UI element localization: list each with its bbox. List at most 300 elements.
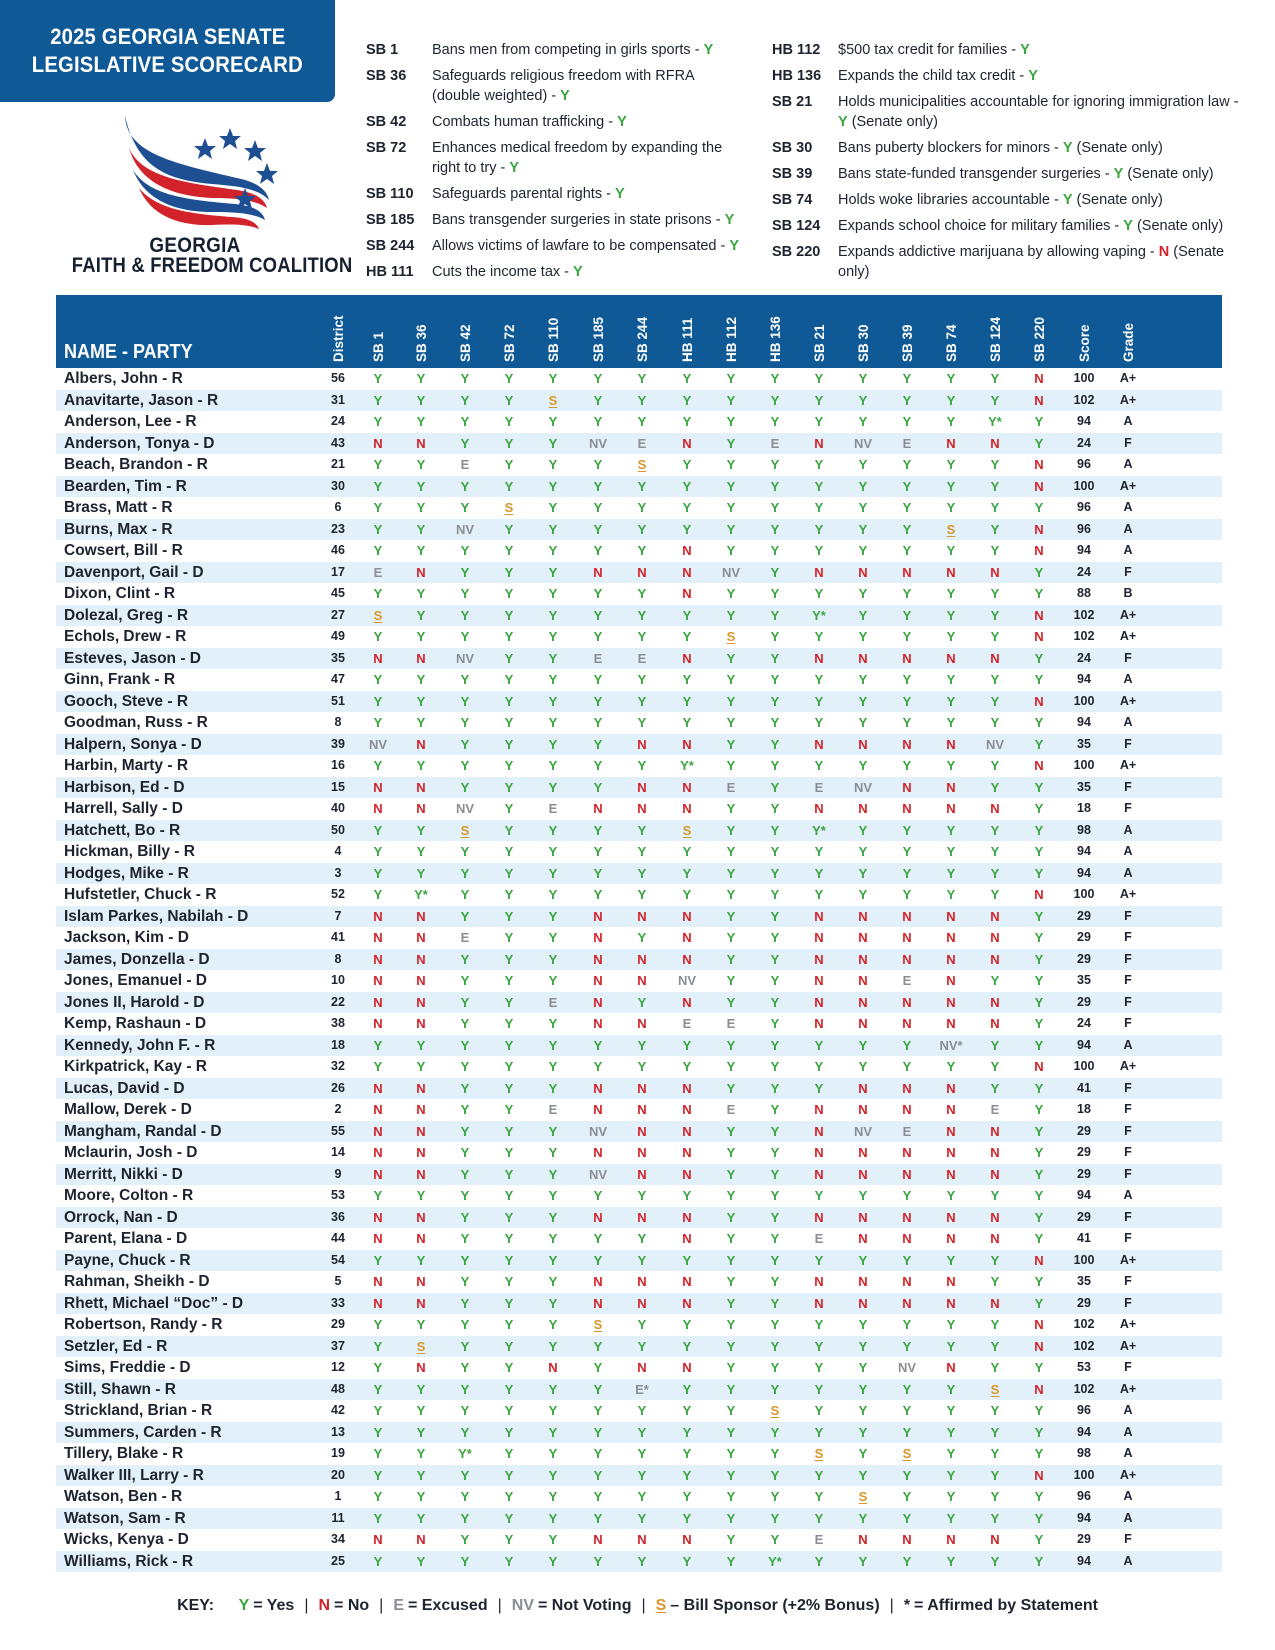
score-cell: 96 <box>1077 457 1091 471</box>
vote-cell: Y* <box>988 414 1002 429</box>
vote-cell: N <box>990 1295 1000 1311</box>
vote-cell: Y <box>1034 1510 1044 1526</box>
vote-cell: N <box>373 1295 383 1311</box>
vote-cell: Y <box>770 1274 780 1289</box>
vote-cell: Y <box>1034 672 1044 687</box>
district-cell: 53 <box>331 1188 345 1202</box>
vote-cell: Y <box>770 1446 780 1461</box>
senator-name: Echols, Drew - R <box>64 628 187 645</box>
score-cell: 102 <box>1073 607 1095 622</box>
vote-cell: N <box>814 801 824 816</box>
grade-cell: F <box>1124 1166 1132 1181</box>
vote-cell: Y <box>726 736 736 752</box>
score-cell: 100 <box>1073 478 1095 493</box>
vote-cell: Y <box>373 693 383 709</box>
vote-cell: N <box>902 1231 912 1246</box>
vote-cell: Y <box>416 1446 426 1461</box>
vote-cell: Y <box>373 1252 383 1268</box>
vote-cell: N <box>902 1166 912 1182</box>
vote-cell: N <box>373 994 383 1010</box>
grade-cell: F <box>1124 908 1132 923</box>
table-row <box>56 1056 1222 1078</box>
vote-cell: Y <box>814 1037 824 1053</box>
vote-cell: Y <box>726 435 736 451</box>
vote-cell: Y <box>726 1424 736 1440</box>
vote-cell: Y <box>946 865 956 881</box>
vote-cell: Y <box>593 478 603 494</box>
vote-cell: Y <box>416 1553 426 1569</box>
district-cell: 22 <box>331 994 345 1009</box>
vote-cell: Y <box>858 758 868 773</box>
vote-cell: Y <box>1034 779 1044 795</box>
vote-cell: Y <box>504 1424 514 1440</box>
vote-cell: Y <box>416 478 426 494</box>
senator-name: Hatchett, Bo - R <box>64 821 181 839</box>
vote-cell: Y <box>637 1553 647 1569</box>
key-symbol: S <box>655 1597 667 1614</box>
grade-cell: F <box>1124 1231 1132 1245</box>
column-header-label: SB 185 <box>591 316 606 362</box>
bill-description <box>838 66 1242 86</box>
vote-cell: Y <box>858 865 868 881</box>
vote-cell: Y <box>548 1532 558 1547</box>
bill-position: Y <box>617 114 627 130</box>
vote-cell: E <box>814 1231 824 1246</box>
vote-cell: NV <box>853 435 873 451</box>
senator-name: Sims, Freddie - D <box>64 1359 191 1376</box>
vote-cell: N <box>373 1102 383 1117</box>
vote-cell: N <box>990 951 1000 967</box>
vote-cell: N <box>416 951 426 967</box>
score-cell: 24 <box>1077 435 1091 450</box>
vote-cell: S <box>990 1381 1000 1397</box>
vote-cell: Y <box>548 1295 558 1311</box>
vote-cell: Y <box>770 457 780 472</box>
vote-cell: N <box>858 1016 868 1031</box>
senator-name: Harbin, Marty - R <box>64 757 189 774</box>
vote-cell: Y <box>460 1274 470 1289</box>
grade-cell: A <box>1123 1403 1133 1417</box>
vote-cell: Y <box>504 414 514 429</box>
bill-position: Y <box>729 238 740 254</box>
vote-cell: Y <box>946 586 956 601</box>
vote-cell: Y <box>990 1080 1000 1096</box>
vote-cell: Y <box>1034 1295 1044 1311</box>
grade-cell: A+ <box>1119 1317 1137 1331</box>
vote-cell: Y <box>373 392 383 408</box>
grade-cell: A+ <box>1119 1381 1137 1396</box>
flag-stars-icon <box>117 108 287 233</box>
district-cell: 27 <box>331 607 345 622</box>
district-cell: 30 <box>331 478 345 493</box>
vote-cell: Y <box>726 672 736 687</box>
vote-cell: N <box>946 564 956 580</box>
bill-description <box>432 112 746 132</box>
vote-cell: Y <box>504 1231 514 1246</box>
key-separator: | <box>379 1597 384 1614</box>
grade-cell: F <box>1124 1295 1132 1310</box>
grade-cell: A <box>1123 1553 1133 1568</box>
vote-cell: Y <box>637 1489 647 1504</box>
vote-cell: Y <box>946 1188 956 1203</box>
vote-cell: Y <box>593 371 603 386</box>
score-cell: 100 <box>1073 758 1095 772</box>
vote-cell: Y <box>902 1317 912 1332</box>
vote-cell: Y <box>548 1510 558 1526</box>
vote-cell: Y <box>1034 1446 1044 1461</box>
vote-cell: Y <box>460 865 470 881</box>
vote-cell: Y <box>726 650 736 666</box>
vote-cell: Y <box>770 1381 780 1397</box>
vote-cell: Y <box>548 1446 558 1461</box>
bill-description-text: Expands addictive marijuana by allowing vaping - <box>838 244 1159 260</box>
vote-cell: N <box>416 1166 426 1182</box>
table-row <box>56 1443 1222 1465</box>
vote-cell: Y <box>726 414 736 429</box>
vote-cell: Y <box>504 1188 514 1203</box>
vote-cell: N <box>416 1532 426 1547</box>
vote-cell: Y <box>682 392 692 408</box>
vote-cell: N <box>858 1166 868 1182</box>
vote-cell: Y <box>814 887 824 902</box>
score-cell: 24 <box>1077 650 1091 665</box>
vote-cell: Y <box>726 1252 736 1268</box>
column-header <box>941 300 961 362</box>
vote-cell: Y <box>858 715 868 730</box>
grade-cell: F <box>1124 1102 1132 1116</box>
vote-cell: N <box>373 1231 383 1246</box>
key-separator: | <box>889 1597 894 1614</box>
vote-cell: N <box>902 1209 912 1225</box>
key-separator: | <box>641 1597 646 1614</box>
vote-cell: Y <box>504 1059 514 1074</box>
senator-name: Harrell, Sally - D <box>64 800 183 817</box>
senator-name: Harbison, Ed - D <box>64 778 185 796</box>
district-cell: 13 <box>331 1424 345 1439</box>
vote-cell: Y <box>593 779 603 795</box>
vote-cell: Y <box>637 887 647 902</box>
district-cell: 54 <box>331 1252 345 1267</box>
vote-cell: N <box>858 951 868 967</box>
vote-cell: Y <box>548 844 558 859</box>
vote-cell: E <box>593 650 603 666</box>
vote-cell: N <box>637 1209 647 1225</box>
vote-cell: Y <box>460 1317 470 1332</box>
vote-cell: Y <box>770 736 780 752</box>
vote-cell: Y <box>1034 435 1044 451</box>
vote-cell: Y <box>770 1016 780 1031</box>
vote-cell: Y <box>504 822 514 838</box>
vote-cell: Y <box>726 994 736 1010</box>
district-cell: 21 <box>331 457 345 471</box>
vote-cell: Y <box>593 1338 603 1354</box>
vote-cell: Y <box>593 844 603 859</box>
vote-cell: N <box>682 1080 692 1096</box>
senator-name: Kemp, Rashaun - D <box>64 1015 207 1032</box>
senator-name: Davenport, Gail - D <box>64 563 204 581</box>
vote-cell: Y <box>770 371 780 386</box>
vote-cell: N <box>682 435 692 451</box>
bill-code: SB 1 <box>366 42 399 58</box>
table-row <box>56 368 1222 390</box>
vote-cell: Y <box>1034 1188 1044 1203</box>
vote-cell: Y <box>373 887 383 902</box>
district-cell: 5 <box>334 1274 342 1288</box>
vote-cell: Y <box>990 1467 1000 1483</box>
vote-cell: Y <box>504 1274 514 1289</box>
score-cell: 94 <box>1077 1188 1091 1202</box>
vote-cell: N <box>416 435 426 451</box>
senator-name: Hodges, Mike - R <box>64 864 189 882</box>
grade-cell: A+ <box>1119 1338 1137 1353</box>
column-header-label: SB 39 <box>900 324 915 362</box>
table-row <box>56 1422 1222 1444</box>
vote-cell: Y <box>858 607 868 623</box>
vote-cell: N <box>416 564 426 580</box>
vote-cell: Y <box>682 887 692 902</box>
vote-cell: N <box>946 650 956 666</box>
vote-cell: Y <box>504 1381 514 1397</box>
vote-cell: Y* <box>680 758 694 773</box>
bill-code: SB 185 <box>366 212 415 228</box>
vote-cell: Y <box>504 865 514 881</box>
vote-cell: Y <box>726 1059 736 1074</box>
bill-description-text: Allows victims of lawfare to be compensated - <box>432 238 730 254</box>
vote-cell: Y <box>770 1317 780 1332</box>
vote-cell: Y <box>902 1510 912 1526</box>
vote-cell: Y <box>1034 865 1044 881</box>
bill-description-text: Expands school choice for military families - <box>838 218 1124 234</box>
vote-cell: Y <box>814 392 824 408</box>
vote-cell: Y <box>682 1338 692 1354</box>
score-cell: 98 <box>1077 1446 1091 1460</box>
vote-cell: Y <box>902 392 912 408</box>
score-cell: 18 <box>1077 1102 1091 1116</box>
vote-cell: Y <box>902 371 912 386</box>
vote-cell: Y <box>416 693 426 709</box>
vote-cell: Y <box>1034 930 1044 945</box>
vote-cell: Y <box>548 973 558 988</box>
vote-cell: N <box>593 908 603 924</box>
vote-cell: Y <box>770 1145 780 1160</box>
column-header-label: District <box>331 315 346 362</box>
vote-cell: NV <box>455 521 475 537</box>
vote-cell: Y <box>946 1381 956 1397</box>
vote-cell: E <box>637 650 647 666</box>
vote-cell: Y <box>416 1252 426 1268</box>
grade-cell: A <box>1123 1489 1133 1503</box>
table-row <box>56 949 1222 971</box>
vote-cell: Y <box>946 1446 956 1461</box>
grade-cell: A+ <box>1119 1252 1137 1267</box>
column-header-label: SB 72 <box>502 324 517 362</box>
table-row <box>56 1228 1222 1250</box>
vote-cell: N <box>373 908 383 924</box>
bill-description-text: $500 tax credit for families - <box>838 42 1021 58</box>
vote-cell: Y <box>814 543 824 558</box>
vote-cell: Y <box>902 1338 912 1354</box>
district-cell: 2 <box>334 1102 342 1116</box>
vote-cell: N <box>682 543 692 558</box>
vote-cell: Y <box>504 1295 514 1311</box>
vote-cell: Y <box>1034 801 1044 816</box>
vote-cell: Y <box>770 908 780 924</box>
score-cell: 96 <box>1077 1489 1091 1503</box>
vote-cell: Y <box>726 930 736 945</box>
vote-cell: N <box>416 908 426 924</box>
vote-cell: Y <box>682 1489 692 1504</box>
senator-name: Hickman, Billy - R <box>64 843 195 860</box>
grade-cell: A <box>1123 844 1133 858</box>
score-cell: 94 <box>1077 1553 1091 1568</box>
vote-cell: N <box>682 779 692 795</box>
vote-cell: Y <box>1034 1166 1044 1182</box>
vote-cell: Y <box>770 1510 780 1526</box>
vote-cell: Y <box>902 607 912 623</box>
vote-cell: Y <box>990 693 1000 709</box>
vote-cell: Y <box>548 1080 558 1096</box>
vote-cell: N <box>682 1102 692 1117</box>
table-row <box>56 1508 1222 1530</box>
vote-cell: N <box>1034 758 1044 773</box>
vote-cell: Y <box>946 693 956 709</box>
column-header <box>765 300 785 362</box>
vote-cell: N <box>593 1016 603 1031</box>
vote-cell: Y <box>814 457 824 472</box>
district-cell: 1 <box>334 1489 342 1503</box>
vote-cell: Y <box>990 1252 1000 1268</box>
score-cell: 102 <box>1073 629 1095 643</box>
vote-cell: Y <box>902 1553 912 1569</box>
vote-cell: Y <box>593 1446 603 1461</box>
table-row <box>56 1486 1222 1508</box>
bill-position: Y <box>1123 218 1133 234</box>
score-cell: 94 <box>1077 1510 1091 1525</box>
vote-cell: S <box>593 1317 603 1332</box>
vote-cell: Y <box>1034 414 1044 429</box>
vote-cell: Y <box>990 543 1000 558</box>
bill-description-text: Enhances medical freedom by expanding the right to try - <box>432 140 723 176</box>
vote-cell: N <box>946 801 956 816</box>
senator-name: Robertson, Randy - R <box>64 1316 223 1333</box>
vote-cell: Y <box>814 1467 824 1483</box>
vote-cell: Y <box>593 543 603 558</box>
vote-cell: Y <box>548 908 558 924</box>
vote-cell: E <box>548 994 558 1010</box>
vote-cell: N <box>858 1532 868 1547</box>
vote-cell: N <box>682 1209 692 1225</box>
vote-cell: Y <box>858 1381 868 1397</box>
vote-cell: N <box>902 801 912 816</box>
vote-cell: Y <box>682 500 692 515</box>
vote-cell: N <box>946 1532 956 1547</box>
vote-cell: N <box>593 1295 603 1311</box>
vote-cell: Y <box>416 1403 426 1418</box>
vote-cell: N <box>1034 392 1044 408</box>
vote-cell: Y <box>548 1274 558 1289</box>
vote-key <box>0 1597 1275 1615</box>
bill-code: SB 30 <box>772 140 813 156</box>
vote-cell: Y <box>682 672 692 687</box>
vote-cell: Y <box>460 736 470 752</box>
vote-cell: N <box>416 1016 426 1031</box>
vote-cell: Y <box>814 521 824 537</box>
vote-cell: NV <box>455 650 475 666</box>
vote-cell: Y <box>902 1188 912 1203</box>
vote-cell: Y <box>548 1338 558 1354</box>
vote-cell: Y <box>548 672 558 687</box>
vote-cell: Y <box>504 564 514 580</box>
bill-code: SB 110 <box>366 186 414 202</box>
vote-cell: N <box>637 1360 647 1375</box>
vote-cell: Y <box>682 1188 692 1203</box>
vote-cell: Y <box>990 1338 1000 1354</box>
vote-cell: Y <box>858 693 868 709</box>
column-header <box>809 300 829 362</box>
vote-cell: N <box>902 650 912 666</box>
vote-cell: Y <box>373 543 383 558</box>
vote-cell: N <box>593 930 603 945</box>
vote-cell: Y <box>504 543 514 558</box>
vote-cell: Y <box>373 1360 383 1375</box>
vote-cell: Y <box>504 1123 514 1139</box>
vote-cell: Y <box>416 865 426 881</box>
bill-description <box>838 138 1242 158</box>
bill-code: SB 72 <box>366 140 407 156</box>
score-cell: 35 <box>1077 973 1091 987</box>
district-cell: 7 <box>334 908 342 923</box>
key-label: = Affirmed by Statement <box>914 1597 1098 1614</box>
vote-cell: Y <box>726 1532 736 1547</box>
vote-cell: Y <box>373 822 383 838</box>
bill-legend-left <box>366 40 746 288</box>
table-row <box>56 1357 1222 1379</box>
vote-cell: N <box>990 994 1000 1010</box>
vote-cell: Y <box>504 1403 514 1418</box>
vote-cell: Y <box>858 1446 868 1461</box>
bill-note: (Senate only) <box>1123 166 1214 182</box>
score-cell: 29 <box>1077 1145 1091 1159</box>
vote-cell: N <box>373 951 383 967</box>
vote-cell: N <box>814 1102 824 1117</box>
table-row <box>56 820 1222 842</box>
vote-cell: Y <box>726 500 736 515</box>
vote-cell: N <box>946 736 956 752</box>
vote-cell: N <box>946 1295 956 1311</box>
vote-cell: Y <box>770 1102 780 1117</box>
bill-description <box>432 40 746 60</box>
vote-cell: Y <box>548 607 558 623</box>
vote-cell: Y <box>858 672 868 687</box>
district-cell: 49 <box>331 629 345 643</box>
vote-cell: Y <box>770 607 780 623</box>
vote-cell: N <box>593 951 603 967</box>
vote-cell: Y <box>637 1338 647 1354</box>
vote-cell: N <box>946 1360 956 1375</box>
column-header <box>897 300 917 362</box>
vote-cell: Y <box>770 1295 780 1311</box>
table-row <box>56 626 1222 648</box>
vote-cell: Y <box>682 371 692 386</box>
vote-cell: Y <box>504 1467 514 1483</box>
table-row <box>56 433 1222 455</box>
district-cell: 3 <box>334 865 342 880</box>
bill-item <box>772 190 1242 210</box>
score-cell: 94 <box>1077 543 1091 557</box>
bill-position: Y <box>573 264 583 280</box>
vote-cell: Y <box>460 1403 470 1418</box>
vote-cell: N <box>990 801 1000 816</box>
